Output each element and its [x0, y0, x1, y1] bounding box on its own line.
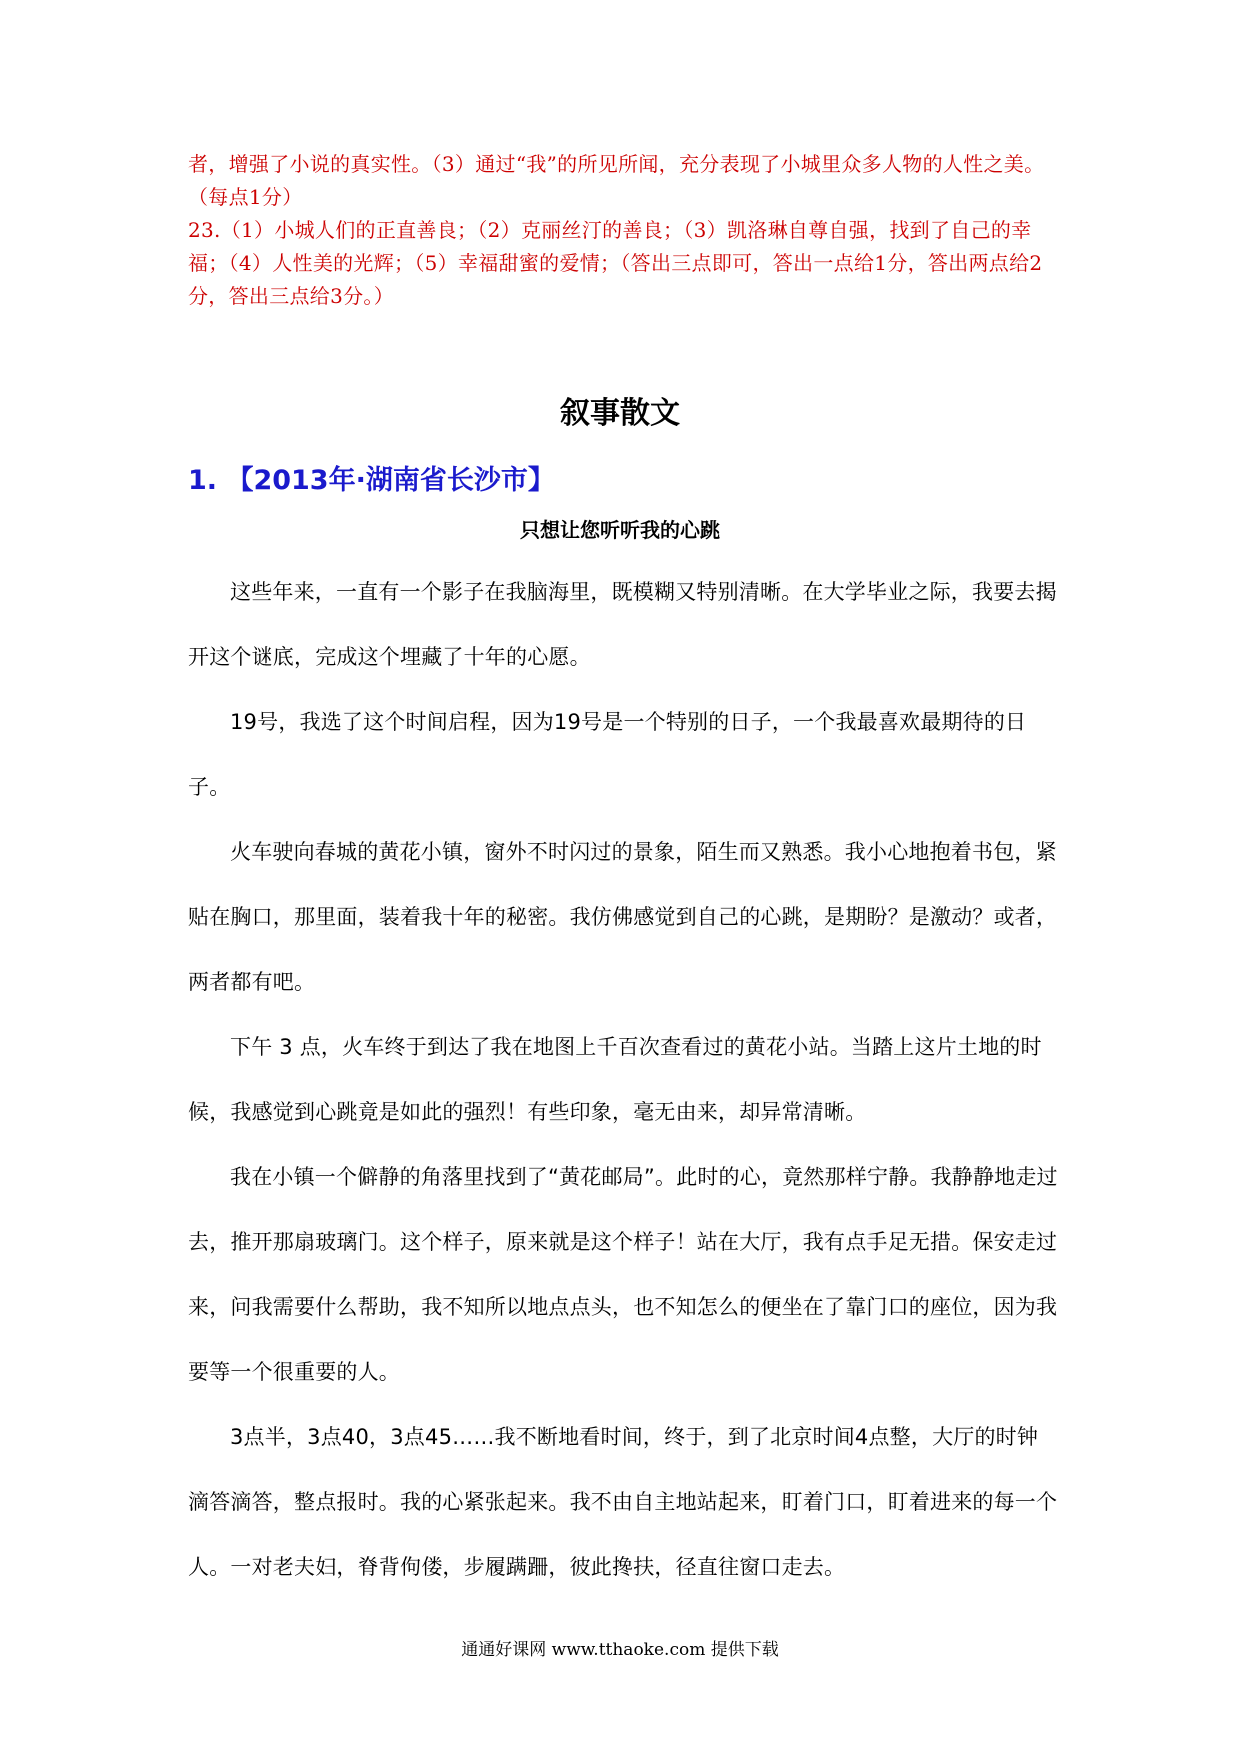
article-title: 只想让您听听我的心跳: [520, 518, 720, 542]
article-paragraph-5: 我在小镇一个僻静的角落里找到了“黄花邮局”。此时的心，竟然那样宁静。我静静地走过去，推开那扇玻璃门。这个样子，原来就是这个样子！站在大厅，我有点手足无措。保安走过来，问我需要什么帮助，我不知所以地点点头，也不知怎么的便坐在了靠门口的座位，因为我要等一个很重要的人。: [188, 1165, 1058, 1384]
answer-paragraph-1: 者，增强了小说的真实性。（3）通过“我”的所见所闻，充分表现了小城里众多人物的人性之美。（每点1分）: [188, 152, 1045, 209]
answer-block: [188, 148, 1058, 313]
section-title: 叙事散文: [560, 396, 680, 431]
article-paragraph-3: 火车驶向春城的黄花小镇，窗外不时闪过的景象，陌生而又熟悉。我小心地抱着书包，紧贴在胸口，那里面，装着我十年的秘密。我仿佛感觉到自己的心跳，是期盼？是激动？或者，两者都有吧。: [188, 840, 1058, 994]
article-body: [188, 560, 1058, 1600]
article-paragraph-4: 下午 3 点，火车终于到达了我在地图上千百次查看过的黄花小站。当踏上这片土地的时候，我感觉到心跳竟是如此的强烈！有些印象，毫无由来，却异常清晰。: [188, 1035, 1042, 1124]
item-heading: 1. 【2013年·湖南省长沙市】: [188, 465, 555, 496]
answer-paragraph-2: 23.（1）小城人们的正直善良；（2）克丽丝汀的善良；（3）凯洛琳自尊自强，找到了自己的幸福；（4）人性美的光辉；（5）幸福甜蜜的爱情；（答出三点即可，答出一点给1分，答出两点给2分，答出三点给3分。）: [188, 218, 1043, 308]
article-paragraph-1: 这些年来，一直有一个影子在我脑海里，既模糊又特别清晰。在大学毕业之际，我要去揭开这个谜底，完成这个埋藏了十年的心愿。: [188, 580, 1057, 669]
article-paragraph-2: 19号，我选了这个时间启程，因为19号是一个特别的日子，一个我最喜欢最期待的日子。: [188, 710, 1027, 799]
page-footer: 通通好课网 www.tthaoke.com 提供下载: [461, 1640, 779, 1660]
article-paragraph-6: 3点半，3点40，3点45……我不断地看时间，终于，到了北京时间4点整，大厅的时钟滴答滴答，整点报时。我的心紧张起来。我不由自主地站起来，盯着门口，盯着进来的每一个人。一对老夫妇，脊背佝偻，步履蹒跚，彼此搀扶，径直往窗口走去。: [188, 1425, 1058, 1579]
